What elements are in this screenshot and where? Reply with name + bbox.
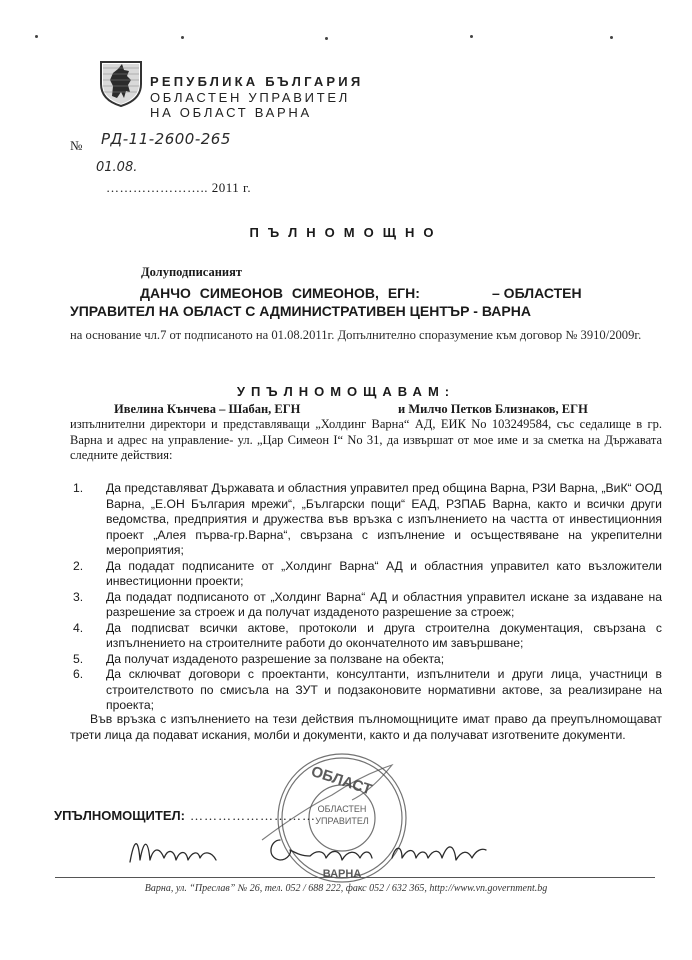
principal-title-start: – ОБЛАСТЕН <box>492 285 582 301</box>
signatory-label: УПЪЛНОМОЩИТЕЛ: <box>54 808 185 823</box>
agent-one: Ивелина Кънчева – Шабан, ЕГН <box>114 402 301 416</box>
list-item: 3. Да подадат подписаното от „Холдинг Варна“ АД и областния управител искане за издаване на разрешение за строеж и да получат издаденото разрешение за строеж; <box>73 589 662 619</box>
registration-date: 01.08. <box>96 160 138 175</box>
svg-text:ВАРНА: ВАРНА <box>322 868 362 880</box>
list-item: 5. Да получат издаденото разрешение за ползване на обекта; <box>73 651 445 666</box>
header-republic: РЕПУБЛИКА БЪЛГАРИЯ <box>150 74 364 89</box>
svg-text:ОБЛАСТ: ОБЛАСТ <box>308 762 374 799</box>
registration-year-line: ………………….. 2011 г. <box>106 180 252 195</box>
header-governor: ОБЛАСТЕН УПРАВИТЕЛ <box>150 90 350 105</box>
authorize-heading: УПЪЛНОМОЩАВАМ: <box>236 384 456 399</box>
list-item: 1. Да представляват Държавата и областния управител пред община Варна, РЗИ Варна, „ВиК“ ООД Варна, „Е.ОН България мрежи“, „Български пощи“ ЕАД, РЗПАБ Варна, както и всички други ведомства, предприятия и дружества във връзка с изпълнението на частта от инвестиционния проект „Алея първа-гр.Варна“, свързана с изпълнение и осъществяване на укрепителни мероприятия; <box>73 481 662 557</box>
undersigned-label: Долуподписаният <box>141 265 243 279</box>
actions-list <box>70 481 662 714</box>
scan-speck <box>325 37 328 40</box>
principal-name: ДАНЧО СИМЕОНОВ СИМЕОНОВ, ЕГН: <box>140 285 420 301</box>
signature-line: ……………………… <box>190 808 316 823</box>
document-title: ПЪЛНОМОЩНО <box>249 225 443 240</box>
footer-address: Варна, ул. “Преслав” № 26, тел. 052 / 688 222, факс 052 / 632 365, http://www.vn.government.bg <box>144 883 548 894</box>
coat-of-arms-icon <box>99 58 143 108</box>
principal-title: УПРАВИТЕЛ НА ОБЛАСТ С АДМИНИСТРАТИВЕН ЦЕНТЪР - ВАРНА <box>70 303 531 319</box>
scan-speck <box>610 36 613 39</box>
footer-divider <box>55 877 655 878</box>
legal-basis: на основание чл.7 от подписаното на 01.08.2011г. Допълнително споразумение към договор № 3910/2009г. <box>70 328 642 342</box>
scan-speck <box>470 35 473 38</box>
registration-prefix: № <box>70 138 83 153</box>
scan-speck <box>35 35 38 38</box>
header-region: НА ОБЛАСТ ВАРНА <box>150 105 312 120</box>
agent-two: и Милчо Петков Близнаков, ЕГН <box>398 402 588 416</box>
list-item: 2. Да подадат подписаните от „Холдинг Варна“ АД и областния управител като възложители инвестиционни проекти; <box>73 558 662 588</box>
agents-description: изпълнителни директори и представляващи „Холдинг Варна“ АД, ЕИК No 103249584, със седалище в гр. Варна и адрес на управление- ул. „Цар Симеон I“ No 31, да извършат от мое име и за сметка на Държавата следните действия: <box>70 417 662 462</box>
registration-number: РД-11-2600-265 <box>101 130 231 148</box>
svg-text:УПРАВИТЕЛ: УПРАВИТЕЛ <box>315 816 369 826</box>
handwritten-signature <box>120 820 540 880</box>
list-item: 6. Да сключват договори с проектанти, консултанти, изпълнители и други лица, участници в строителството по смисъла на ЗУТ и подзаконовите нормативни актове, за реализиране на проекта; <box>73 667 662 712</box>
closing-paragraph: Във връзка с изпълнението на тези действия пълномощниците имат право да преупълномощават трети лица да подават искания, молби и документи, както и да получават изготвените документи. <box>70 712 662 742</box>
scan-speck <box>181 36 184 39</box>
svg-text:ОБЛАСТЕН: ОБЛАСТЕН <box>317 804 367 814</box>
list-item: 4. Да подписват всички актове, протоколи и друга строителна документация, свързана с изпълнението на строителните работи до окончателното им завършване; <box>73 620 662 650</box>
